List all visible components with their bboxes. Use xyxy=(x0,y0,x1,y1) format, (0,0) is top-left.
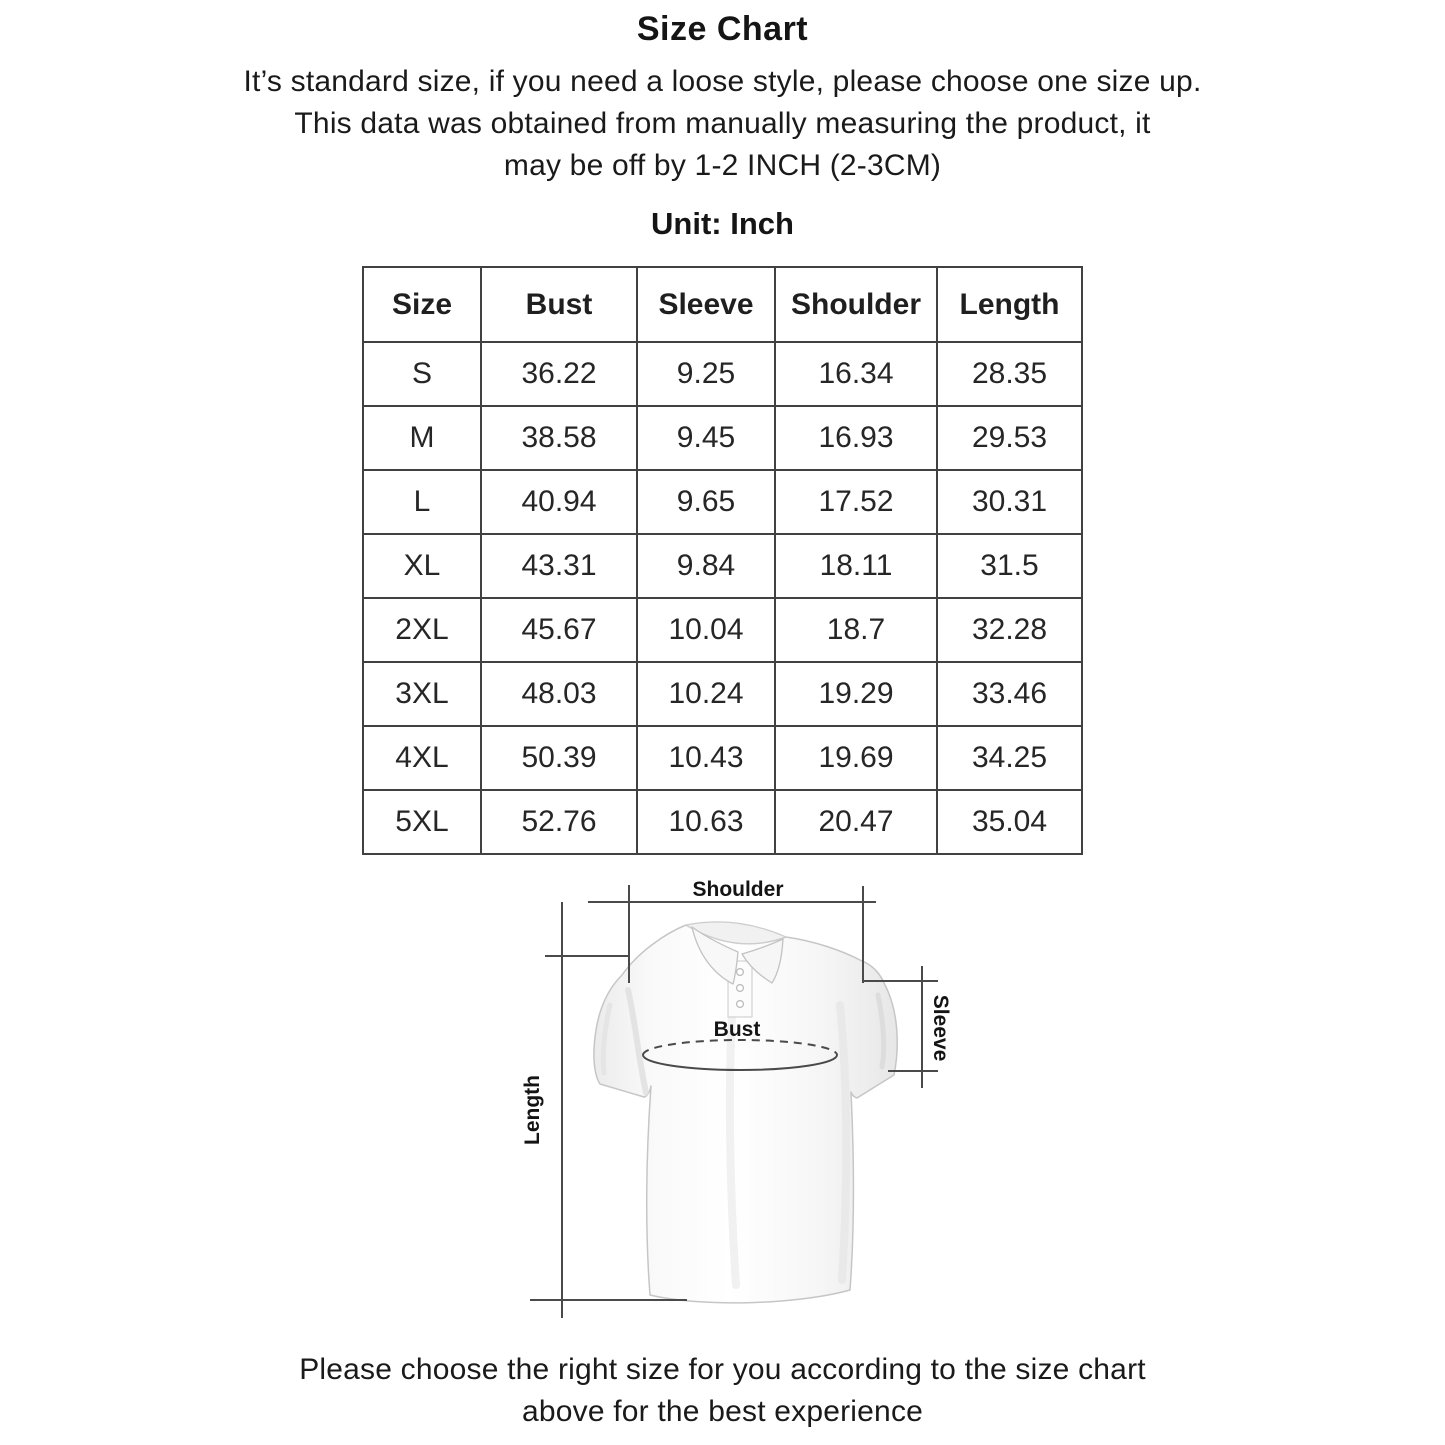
shoulder-cell: 19.29 xyxy=(775,662,937,726)
footer-line-1: Please choose the right size for you according to the size chart xyxy=(299,1353,1146,1386)
length-cell: 32.28 xyxy=(937,598,1082,662)
polo-shirt-graphic xyxy=(594,922,897,1303)
shoulder-cell: 18.7 xyxy=(775,598,937,662)
size-cell: S xyxy=(363,342,481,406)
length-cell: 29.53 xyxy=(937,406,1082,470)
table-header-row xyxy=(363,267,1082,342)
table-row-4xl xyxy=(363,726,1082,790)
shoulder-cell: 16.93 xyxy=(775,406,937,470)
footer-note xyxy=(0,1349,1445,1433)
size-cell: 5XL xyxy=(363,790,481,854)
size-cell: M xyxy=(363,406,481,470)
shoulder-cell: 16.34 xyxy=(775,342,937,406)
shoulder-label: Shoulder xyxy=(692,878,784,901)
button xyxy=(737,969,744,976)
size-cell: XL xyxy=(363,534,481,598)
footer-line-2: above for the best experience xyxy=(521,1395,924,1428)
size-note-line-1: It’s standard size, if you need a loose style, please choose one size up. xyxy=(243,65,1202,98)
size-cell: 3XL xyxy=(363,662,481,726)
sleeve-cell: 10.43 xyxy=(637,726,775,790)
length-cell: 30.31 xyxy=(937,470,1082,534)
length-label: Length xyxy=(521,1075,544,1145)
table-row-2xl xyxy=(363,598,1082,662)
size-note-line-3: may be off by 1-2 INCH (2-3CM) xyxy=(503,149,942,182)
column-header-sleeve: Sleeve xyxy=(637,267,775,342)
column-header-bust: Bust xyxy=(481,267,637,342)
shoulder-cell: 17.52 xyxy=(775,470,937,534)
bust-cell: 36.22 xyxy=(481,342,637,406)
sleeve-cell: 9.45 xyxy=(637,406,775,470)
length-cell: 31.5 xyxy=(937,534,1082,598)
shoulder-cell: 19.69 xyxy=(775,726,937,790)
size-note-line-2: This data was obtained from manually measuring the product, it xyxy=(294,107,1151,140)
column-header-size: Size xyxy=(363,267,481,342)
length-cell: 28.35 xyxy=(937,342,1082,406)
page-title: Size Chart xyxy=(636,10,809,48)
bust-cell: 45.67 xyxy=(481,598,637,662)
table-row-xl xyxy=(363,534,1082,598)
table-row-l xyxy=(363,470,1082,534)
bust-cell: 50.39 xyxy=(481,726,637,790)
sleeve-label: Sleeve xyxy=(929,994,952,1062)
sleeve-cell: 10.63 xyxy=(637,790,775,854)
shoulder-cell: 18.11 xyxy=(775,534,937,598)
bust-cell: 38.58 xyxy=(481,406,637,470)
button xyxy=(737,985,744,992)
size-note xyxy=(0,61,1445,187)
length-cell: 33.46 xyxy=(937,662,1082,726)
button xyxy=(737,1001,744,1008)
bust-cell: 52.76 xyxy=(481,790,637,854)
length-cell: 34.25 xyxy=(937,726,1082,790)
column-header-shoulder: Shoulder xyxy=(775,267,937,342)
sleeve-cell: 10.04 xyxy=(637,598,775,662)
measurement-diagram xyxy=(470,855,990,1325)
column-header-length: Length xyxy=(937,267,1082,342)
sleeve-cell: 9.84 xyxy=(637,534,775,598)
table-row-m xyxy=(363,406,1082,470)
sleeve-cell: 9.65 xyxy=(637,470,775,534)
size-cell: 4XL xyxy=(363,726,481,790)
sleeve-cell: 9.25 xyxy=(637,342,775,406)
unit-label: Unit: Inch xyxy=(651,206,794,241)
table-row-s xyxy=(363,342,1082,406)
length-cell: 35.04 xyxy=(937,790,1082,854)
shoulder-cell: 20.47 xyxy=(775,790,937,854)
size-cell: 2XL xyxy=(363,598,481,662)
bust-label: Bust xyxy=(713,1018,761,1041)
size-table xyxy=(362,266,1083,855)
bust-cell: 48.03 xyxy=(481,662,637,726)
bust-cell: 43.31 xyxy=(481,534,637,598)
bust-cell: 40.94 xyxy=(481,470,637,534)
sleeve-cell: 10.24 xyxy=(637,662,775,726)
size-cell: L xyxy=(363,470,481,534)
table-row-5xl xyxy=(363,790,1082,854)
table-row-3xl xyxy=(363,662,1082,726)
